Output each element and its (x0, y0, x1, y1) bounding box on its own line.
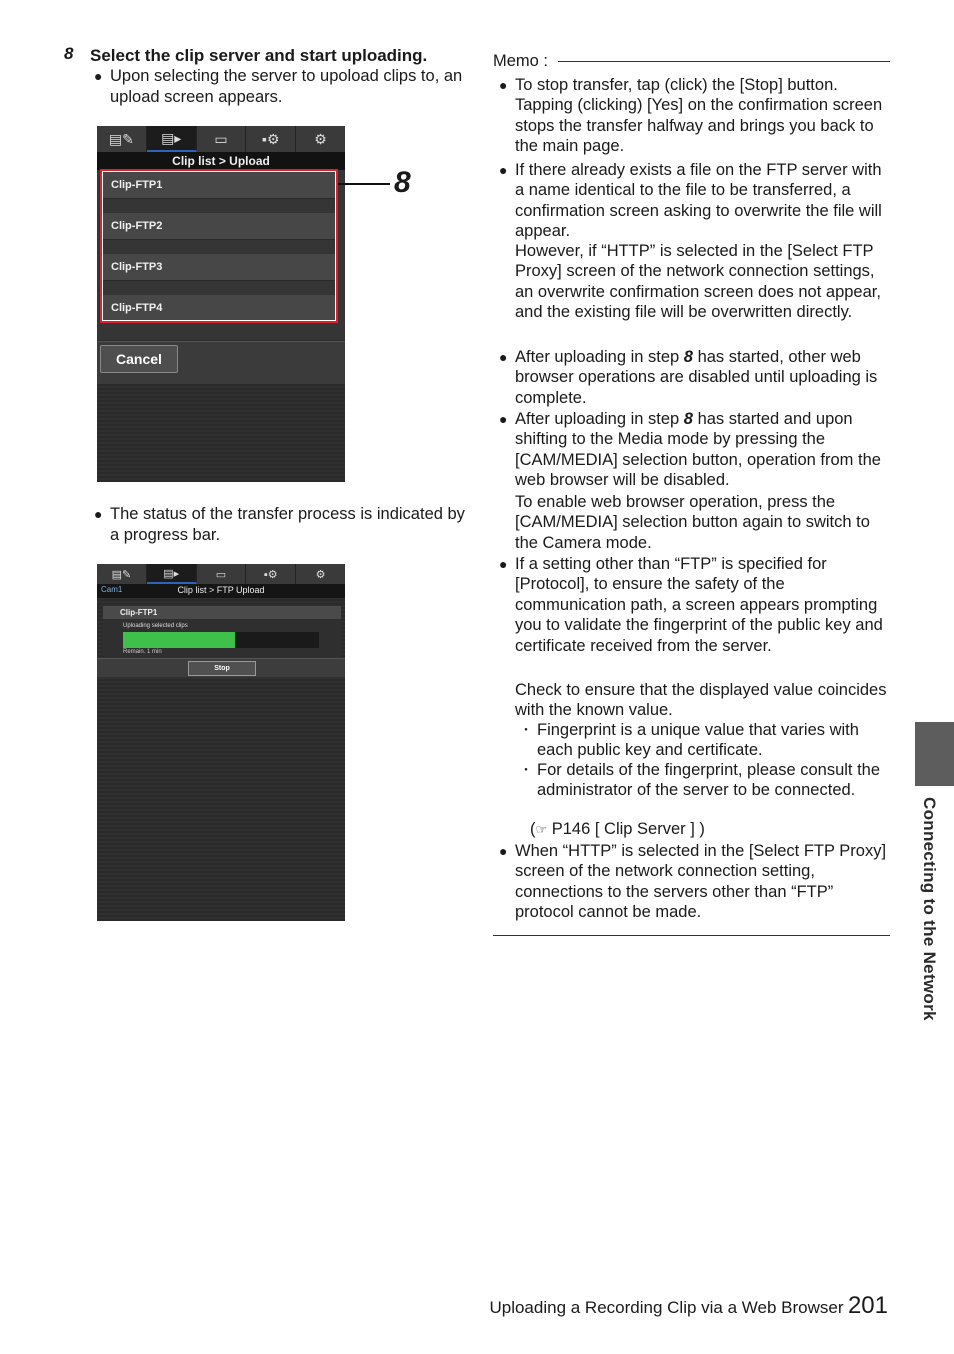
status-text: Uploading selected clips (123, 623, 188, 629)
memo-text: Fingerprint is a unique value that varies with each public key and certificate. (537, 721, 859, 760)
clip-row[interactable]: Clip-FTP1 (103, 172, 335, 199)
progress-panel (103, 619, 341, 657)
tab-clip-list[interactable] (147, 126, 197, 152)
sub-bullet-dot: ・ (519, 762, 533, 778)
memo-text-continued: However, if “HTTP” is selected in the [Select FTP Proxy] screen of the network connection settings, an overwrite confirmation screen does not appear, and the existing file will be overwritten directly. (515, 242, 881, 322)
tab-settings[interactable] (296, 564, 345, 584)
memo-item (499, 554, 893, 656)
cancel-button[interactable]: Cancel (100, 345, 178, 373)
step-bullet (94, 504, 466, 545)
clip-name-bar: Clip-FTP1 (103, 606, 341, 619)
camera-settings-icon: ▪⚙ (262, 130, 280, 147)
memo-text: After uploading in step (515, 410, 680, 428)
memo-item (499, 347, 893, 408)
stop-button[interactable]: Stop (188, 661, 256, 676)
tab-bar (97, 564, 345, 585)
footer (489, 1292, 888, 1320)
tab-settings[interactable] (296, 126, 345, 152)
memo-item (499, 160, 893, 242)
page-number: 201 (847, 1292, 888, 1319)
memo-text: If there already exists a file on the FTP server with a name identical to the file to be transferred, a confirmation screen asking to overwrite the file will appear. (515, 161, 882, 241)
step-title: Select the clip server and start uploading. (90, 46, 428, 65)
gear-icon: ⚙ (314, 130, 327, 147)
footer-text: Uploading a Recording Clip via a Web Browser (489, 1298, 844, 1317)
bullet-dot: ● (94, 506, 103, 522)
bullet-dot: ● (499, 162, 508, 178)
step-ref: 8 (683, 410, 693, 428)
memo-subitem (519, 760, 893, 801)
callout-line (338, 183, 390, 185)
highlight-box (100, 169, 338, 323)
edit-list-icon: ▤✎ (108, 130, 134, 147)
memo-item (499, 75, 893, 157)
memo-bottom-rule (493, 935, 890, 936)
sub-bullet-dot: ・ (519, 722, 533, 738)
step-bullet-text: The status of the transfer process is indicated by a progress bar. (110, 505, 465, 544)
tab-view[interactable] (197, 126, 247, 152)
bullet-dot: ● (499, 349, 508, 365)
memo-top-rule (558, 61, 890, 62)
side-tab-marker (915, 722, 954, 786)
memo-text-continued: Check to ensure that the displayed value coincides with the known value. (515, 681, 887, 720)
tab-camera[interactable] (246, 564, 296, 584)
monitor-icon: ▭ (215, 568, 227, 581)
progress-screen (97, 564, 345, 921)
page-reference: (☞ P146 [ Clip Server ] ) (530, 820, 705, 838)
reference-text: P146 [ Clip Server ] ) (551, 820, 705, 838)
step-bullet (94, 66, 466, 107)
memo-text-continued: To enable web browser operation, press the [CAM/MEDIA] selection button again to switch to the Camera mode. (515, 493, 870, 552)
step-ref: 8 (683, 348, 693, 366)
breadcrumb: Clip list > FTP Upload (177, 585, 265, 595)
progress-fill (123, 632, 235, 648)
callout-number: 8 (394, 166, 411, 199)
progress-track (123, 632, 319, 648)
memo-text: has started and upon shifting to the Media mode by pressing the [CAM/MEDIA] selection button, operation from the web browser will be disabled. (515, 410, 881, 490)
tab-bar (97, 126, 345, 153)
gear-icon: ⚙ (315, 568, 326, 581)
memo-text: has started, other web browser operations are disabled until uploading is complete. (515, 348, 878, 407)
edit-list-icon: ▤✎ (111, 568, 132, 581)
remain-text: Remain. 1 min (123, 649, 162, 655)
upload-screen (97, 126, 345, 482)
clip-row[interactable]: Clip-FTP3 (103, 254, 335, 281)
cancel-bar (97, 341, 345, 384)
bullet-dot: ● (499, 843, 508, 859)
memo-item (499, 841, 893, 923)
reference-pointer-icon: ☞ (535, 822, 548, 837)
camera-settings-icon: ▪⚙ (263, 568, 278, 581)
side-tab-label: Connecting to the Network (920, 797, 939, 1021)
tab-camera[interactable] (246, 126, 296, 152)
clip-list-icon: ▤▸ (161, 129, 182, 146)
memo-text: When “HTTP” is selected in the [Select FTP Proxy] screen of the network connection setting, connections to the servers other than “FTP” protocol cannot be made. (515, 842, 887, 922)
bullet-dot: ● (499, 556, 508, 572)
tab-view[interactable] (197, 564, 247, 584)
clip-row[interactable]: Clip-FTP4 (103, 295, 335, 322)
tab-edit[interactable] (97, 564, 147, 584)
memo-text: To stop transfer, tap (click) the [Stop] button. Tapping (clicking) [Yes] on the confirmation screen stops the transfer halfway and brings you back to the main page. (515, 76, 883, 156)
cam-label: Cam1 (101, 585, 123, 594)
step-bullet-text: Upon selecting the server to upoload clips to, an upload screen appears. (110, 67, 463, 106)
memo-title: Memo : (493, 52, 549, 70)
breadcrumb: Clip list > Upload (97, 152, 345, 170)
bullet-dot: ● (499, 411, 508, 427)
tab-edit[interactable] (97, 126, 147, 152)
stop-bar (97, 658, 345, 677)
clip-row[interactable]: Clip-FTP2 (103, 213, 335, 240)
memo-text: After uploading in step (515, 348, 680, 366)
bullet-dot: ● (499, 77, 508, 93)
header-bar (97, 584, 345, 598)
memo-text: If a setting other than “FTP” is specified for [Protocol], to ensure the safety of the communication path, a screen appears prompting you to validate the fingerprint of the public key and certificate received from the server. (515, 555, 883, 655)
memo-item (499, 409, 893, 491)
tab-clip-list[interactable] (147, 564, 197, 584)
clip-list-icon: ▤▸ (163, 567, 180, 580)
memo-subitem (519, 720, 893, 761)
step-number: 8 (64, 44, 74, 63)
bullet-dot: ● (94, 68, 103, 84)
memo-text: For details of the fingerprint, please consult the administrator of the server to be connected. (537, 761, 881, 800)
monitor-icon: ▭ (214, 130, 228, 147)
